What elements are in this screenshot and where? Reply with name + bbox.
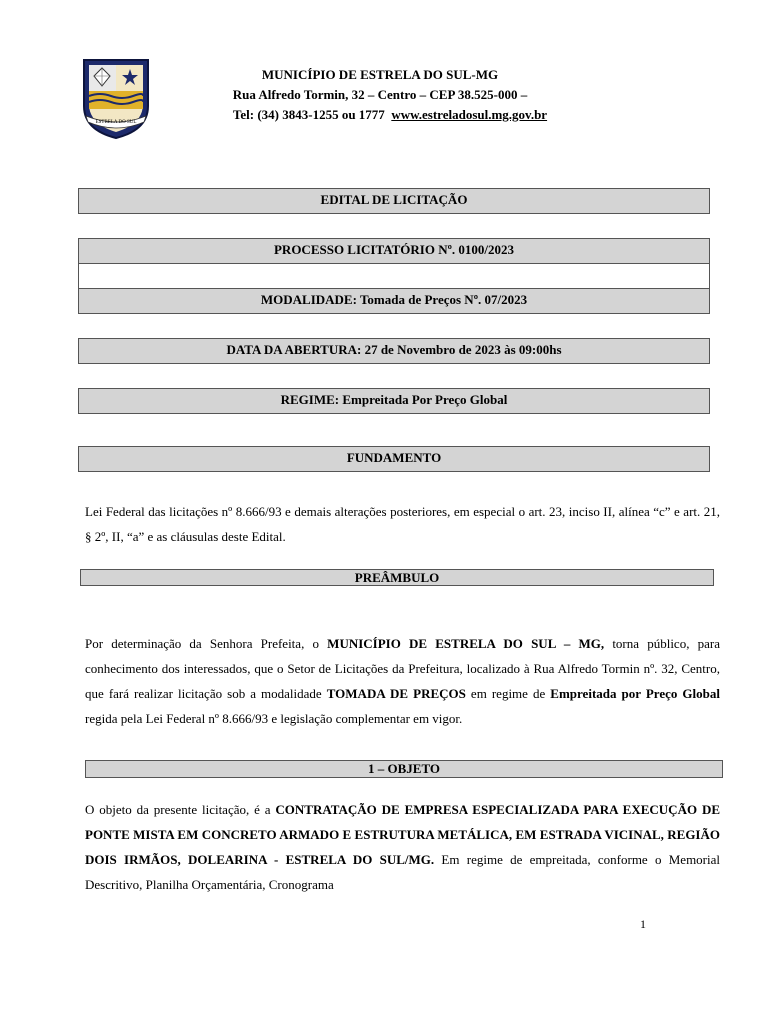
objeto-text-1: O objeto da presente licitação, é a: [85, 802, 276, 817]
preambulo-text-1: Por determinação da Senhora Prefeita, o: [85, 636, 328, 651]
regime-box: REGIME: Empreitada Por Preço Global: [78, 388, 710, 414]
fundamento-heading: FUNDAMENTO: [78, 446, 710, 472]
modalidade-box: MODALIDADE: Tomada de Preços Nº. 07/2023: [78, 288, 710, 314]
blank-row: [78, 264, 710, 288]
preambulo-text-3: em regime de: [465, 686, 551, 701]
objeto-bold-1: CONTRATAÇÃO DE EMPRESA ESPECIALIZADA PARA EXECUÇÃO DE PONTE MISTA EM CONCRETO ARMADO E ESTRUTURA METÁLICA, EM ESTRADA VICINAL, REGIÃO DOIS IRMÃOS, DOLEARINA - ESTRELA DO SUL/MG.: [85, 802, 721, 867]
municipal-crest-logo: [80, 58, 152, 140]
municipality-contact: [160, 106, 620, 124]
objeto-text-2: Em regime de empreitada, conforme o Memorial Descritivo, Planilha Orçamentária, Cronograma: [85, 852, 720, 892]
fundamento-paragraph: Lei Federal das licitações nº 8.666/93 e demais alterações posteriores, em especial o art. 23, inciso II, alínea “c” e art. 21, § 2º, II, “a” e as cláusulas deste Edital.: [85, 504, 720, 544]
page-number: 1: [640, 917, 646, 931]
preambulo-bold-1: MUNICÍPIO DE ESTRELA DO SUL – MG,: [327, 636, 605, 651]
municipality-title: MUNICÍPIO DE ESTRELA DO SUL-MG: [261, 67, 499, 82]
website-link[interactable]: www.estreladosul.mg.gov.br: [391, 107, 548, 122]
crest-banner-text: ESTRELA DO SUL: [95, 120, 137, 125]
abertura-box: DATA DA ABERTURA: 27 de Novembro de 2023 às 09:00hs: [78, 338, 710, 364]
preambulo-bold-3: Empreitada por Preço Global: [550, 686, 720, 701]
preambulo-bold-2: TOMADA DE PREÇOS: [326, 686, 466, 701]
preambulo-paragraph: [85, 631, 720, 731]
objeto-heading: 1 – OBJETO: [85, 760, 723, 778]
municipality-address: Rua Alfredo Tormin, 32 – Centro – CEP 38.525-000 –: [232, 87, 528, 102]
objeto-paragraph: [85, 797, 720, 897]
preambulo-heading: PREÂMBULO: [80, 569, 714, 586]
edital-title-box: EDITAL DE LICITAÇÃO: [78, 188, 710, 214]
preambulo-text-2: torna público, para conhecimento dos interessados, que o Setor de Licitações da Prefeitura, localizado à Rua Alfredo Tormin nº. 32, Centro, que fará realizar licitação sob a modalidade: [85, 636, 720, 701]
phone-text: Tel: (34) 3843-1255 ou 1777: [232, 107, 385, 122]
preambulo-text-4: regida pela Lei Federal nº 8.666/93 e legislação complementar em vigor.: [85, 711, 463, 726]
processo-box: PROCESSO LICITATÓRIO Nº. 0100/2023: [78, 238, 710, 264]
